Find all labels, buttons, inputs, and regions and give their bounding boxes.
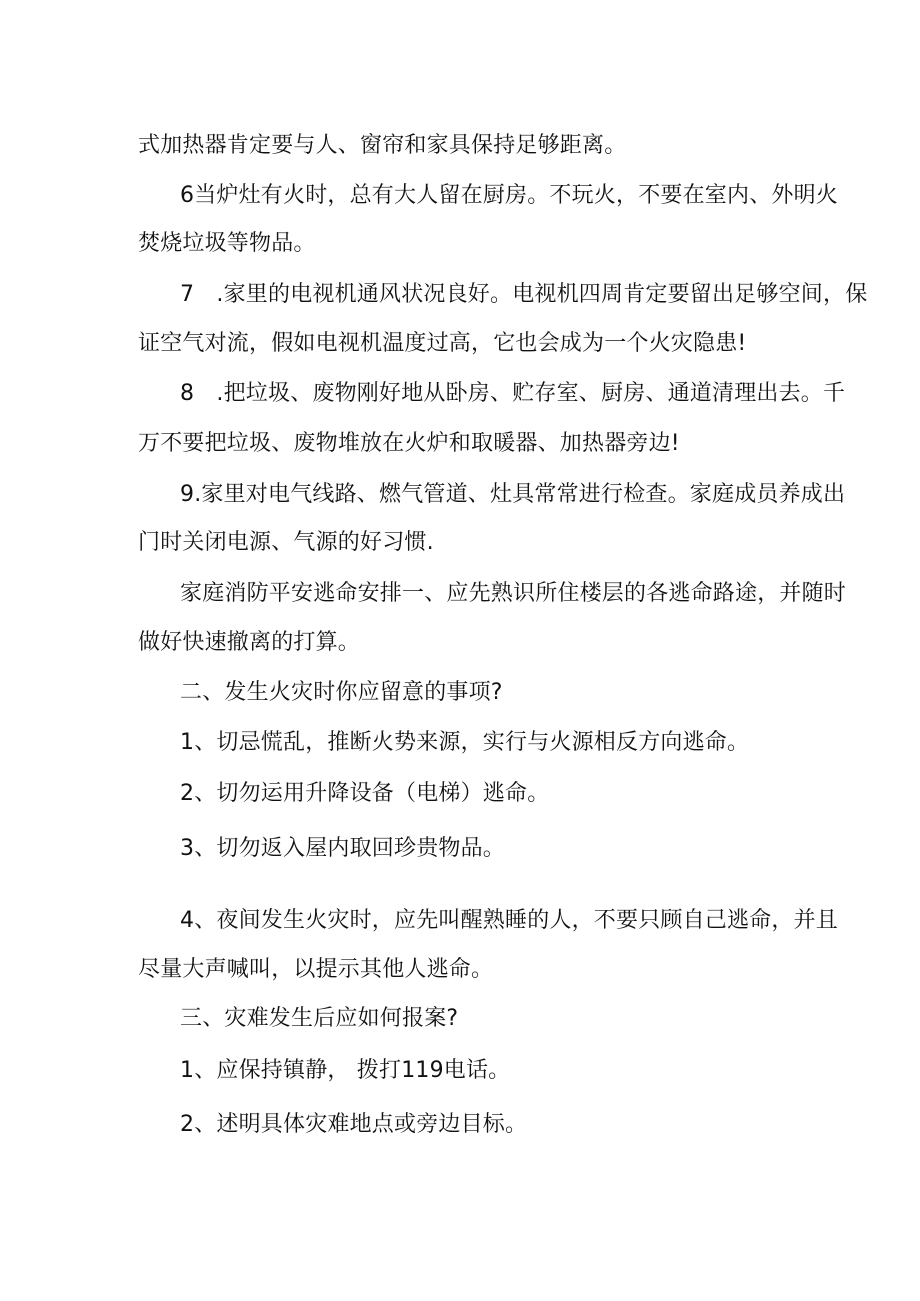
paragraph-line: 7 .家里的电视机通风状况良好。电视机四周肯定要留出足够空间，保 [180,282,868,307]
list-item: 1、应保持镇静， 拨打119电话。 [180,1058,511,1083]
paragraph-line: 门时关闭电源、气源的好习惯. [138,530,434,555]
section-heading: 二、发生火灾时你应留意的事项? [180,680,503,705]
list-item: 2、切勿运用升降设备（电梯）逃命。 [180,781,550,806]
list-item: 3、切勿返入屋内取回珍贵物品。 [180,836,505,861]
paragraph-line: 式加热器肯定要与人、窗帘和家具保持足够距离。 [138,133,627,158]
paragraph-line: 焚烧垃圾等物品。 [138,231,316,256]
list-item: 1、切忌慌乱，推断火势来源，实行与火源相反方向逃命。 [180,730,750,755]
paragraph-line: 8 .把垃圾、废物刚好地从卧房、贮存室、厨房、通道清理出去。千 [180,381,846,406]
paragraph-line: 9.家里对电气线路、燃气管道、灶具常常进行检查。家庭成员养成出 [180,482,846,507]
list-item-continuation: 尽量大声喊叫，以提示其他人逃命。 [138,957,494,982]
paragraph-line: 做好快速撤离的打算。 [138,630,361,655]
paragraph-line: 万不要把垃圾、废物堆放在火炉和取暖器、加热器旁边! [138,431,680,456]
paragraph-line: 6当炉灶有火时，总有大人留在厨房。不玩火，不要在室内、外明火 [180,183,838,208]
paragraph-line: 家庭消防平安逃命安排一、应先熟识所住楼层的各逃命路途，并随时 [180,581,847,606]
list-item: 2、述明具体灾难地点或旁边目标。 [180,1112,528,1137]
paragraph-line: 证空气对流，假如电视机温度过高，它也会成为一个火灾隐患! [138,331,747,356]
section-heading: 三、灾难发生后应如何报案? [180,1006,459,1031]
list-item: 4、夜间发生火灾时，应先叫醒熟睡的人，不要只顾自己逃命，并且 [180,908,838,933]
